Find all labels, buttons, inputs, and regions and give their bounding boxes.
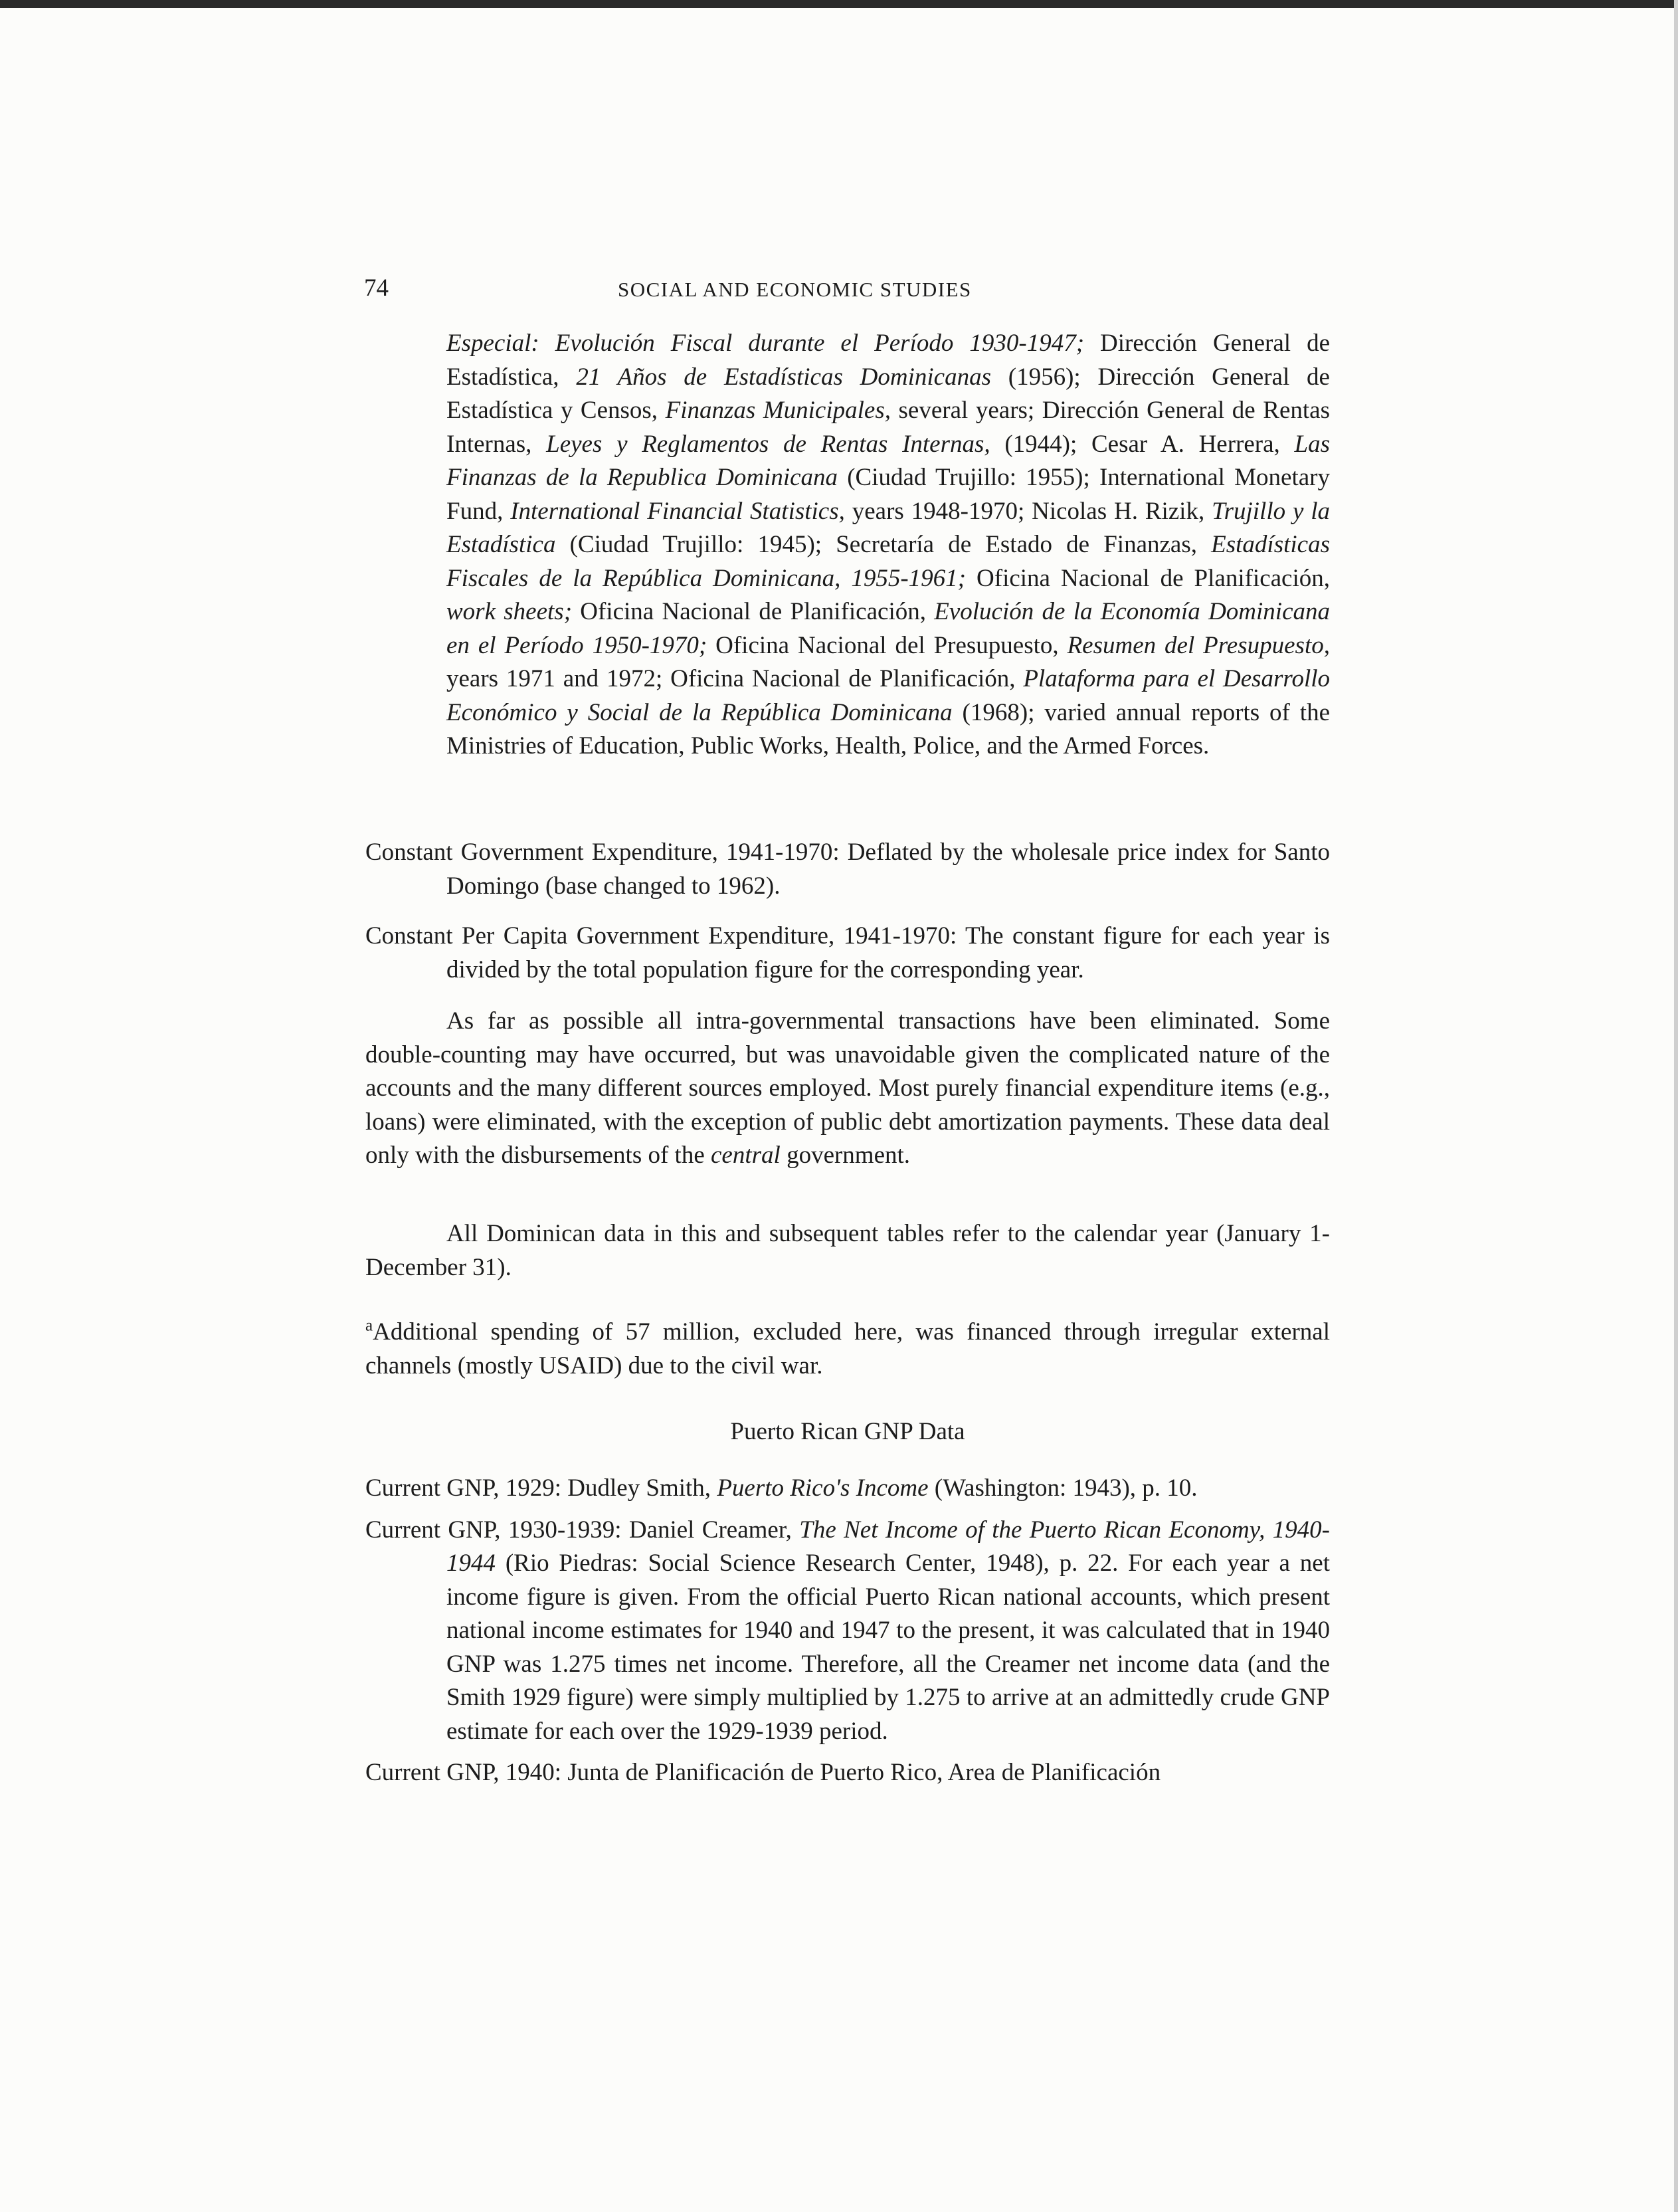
source-text: (1944); Cesar A. Herrera, bbox=[990, 430, 1295, 458]
page-number: 74 bbox=[364, 274, 389, 302]
source-title: 21 Años de Estadísticas Dominicanas bbox=[576, 363, 991, 391]
note-calendar-text: All Dominican data in this and subsequent tables refer to the calendar year (January 1-December 31). bbox=[365, 1220, 1330, 1281]
source-title: Finanzas Municipales, bbox=[665, 397, 891, 424]
source-title: Especial: Evolución Fiscal durante el Período 1930-1947; bbox=[446, 330, 1085, 357]
puerto-rico-entries bbox=[365, 1472, 1330, 1790]
source-text: Dirección General de Estadística, bbox=[446, 330, 1330, 391]
source-title: International Financial Statistics, bbox=[510, 497, 845, 525]
entry-gnp-1940: Current GNP, 1940: Junta de Planificación de Puerto Rico, Area de Planificación bbox=[365, 1759, 1161, 1786]
source-text: Oficina Nacional del Presupuesto, bbox=[707, 631, 1068, 659]
source-title: Resumen del Presupuesto, bbox=[1067, 631, 1330, 659]
source-title: Trujillo y la Estadística bbox=[446, 497, 1331, 558]
source-title: Estadísticas Fiscales de la República Dominicana, 1955-1961; bbox=[446, 531, 1330, 592]
calendar-note bbox=[365, 1217, 1330, 1284]
note-intragov-text: As far as possible all intra-governmental transactions have been eliminated. Some double-counting may have occurred, but was unavoidable given the complicated nature of the accounts and the many different sources employed. Most purely financial expenditure items (e.g., loans) were eliminated, with the exception of public debt amortization payments. These data deal only with the disbursements of the central government. bbox=[365, 1007, 1330, 1169]
page-top-edge bbox=[0, 0, 1678, 8]
source-title: Leyes y Reglamentos de Rentas Internas, bbox=[546, 430, 990, 458]
footnote-marker: a bbox=[365, 1316, 373, 1335]
source-text: years 1948-1970; Nicolas H. Rizik, bbox=[844, 497, 1212, 525]
dominican-entries bbox=[365, 836, 1330, 987]
source-title: Evolución de la Economía Dominicana en el Período 1950-1970; bbox=[446, 598, 1330, 659]
entry-constant-expenditure: Constant Government Expenditure, 1941-1970: Deflated by the wholesale price index for Santo Domingo (base changed to 1962). bbox=[365, 839, 1330, 900]
source-text: years 1971 and 1972; Oficina Nacional de Planificación, bbox=[446, 665, 1024, 692]
source-title: Plataforma para el Desarrollo Económico y Social de la República Dominicana bbox=[446, 665, 1331, 726]
page-right-edge bbox=[1674, 0, 1678, 2212]
sources-paragraph bbox=[446, 327, 1330, 763]
intragov-note bbox=[365, 1005, 1330, 1173]
source-text: (Ciudad Trujillo: 1955); International Monetary Fund, bbox=[446, 464, 1330, 525]
footnote bbox=[365, 1316, 1330, 1383]
source-title: Las Finanzas de la Republica Dominicana bbox=[446, 430, 1330, 491]
central-emphasis: central bbox=[711, 1142, 781, 1169]
entry-gnp-1930-1939: Current GNP, 1930-1939: Daniel Creamer, The Net Income of the Puerto Rican Economy, 1940-1944 (Rio Piedras: Social Science Research Center, 1948), p. 22. For each year a net income figure is given. From the official Puerto Rican national accounts, which present national income estimates for 1940 and 1947 to the present, it was calculated that in 1940 GNP was 1.275 times net income. Therefore, all the Creamer net income data (and the Smith 1929 figure) were simply multiplied by 1.275 to arrive at an admittedly crude GNP estimate for each over the 1929-1939 period. bbox=[365, 1516, 1330, 1745]
entry-gnp-1929: Current GNP, 1929: Dudley Smith, Puerto Rico's Income (Washington: 1943), p. 10. bbox=[365, 1474, 1198, 1502]
source-title: work sheets; bbox=[446, 598, 573, 625]
source-text: (1968); varied annual reports of the Ministries of Education, Public Works, Health, Police, and the Armed Forces. bbox=[446, 698, 1330, 759]
running-title: SOCIAL AND ECONOMIC STUDIES bbox=[618, 278, 972, 301]
source-text: several years; Dirección General de Rentas Internas, bbox=[446, 397, 1330, 458]
source-text: Oficina Nacional de Planificación, bbox=[572, 598, 935, 625]
source-text: (Ciudad Trujillo: 1945); Secretaría de Estado de Finanzas, bbox=[555, 531, 1212, 558]
source-text: Oficina Nacional de Planificación, bbox=[966, 564, 1331, 592]
source-text: (1956); Dirección General de Estadística y Censos, bbox=[446, 363, 1330, 424]
sources-continued-text bbox=[446, 327, 1330, 763]
section-title: Puerto Rican GNP Data bbox=[730, 1418, 965, 1445]
footnote-text: $^a$Additional spending of 57 million, excluded here, was financed through irregular external channels (mostly USAID) due to the civil war. bbox=[365, 1316, 1330, 1379]
entry-per-capita-expenditure: Constant Per Capita Government Expenditure, 1941-1970: The constant figure for each year is divided by the total population figure for the corresponding year. bbox=[365, 922, 1330, 983]
